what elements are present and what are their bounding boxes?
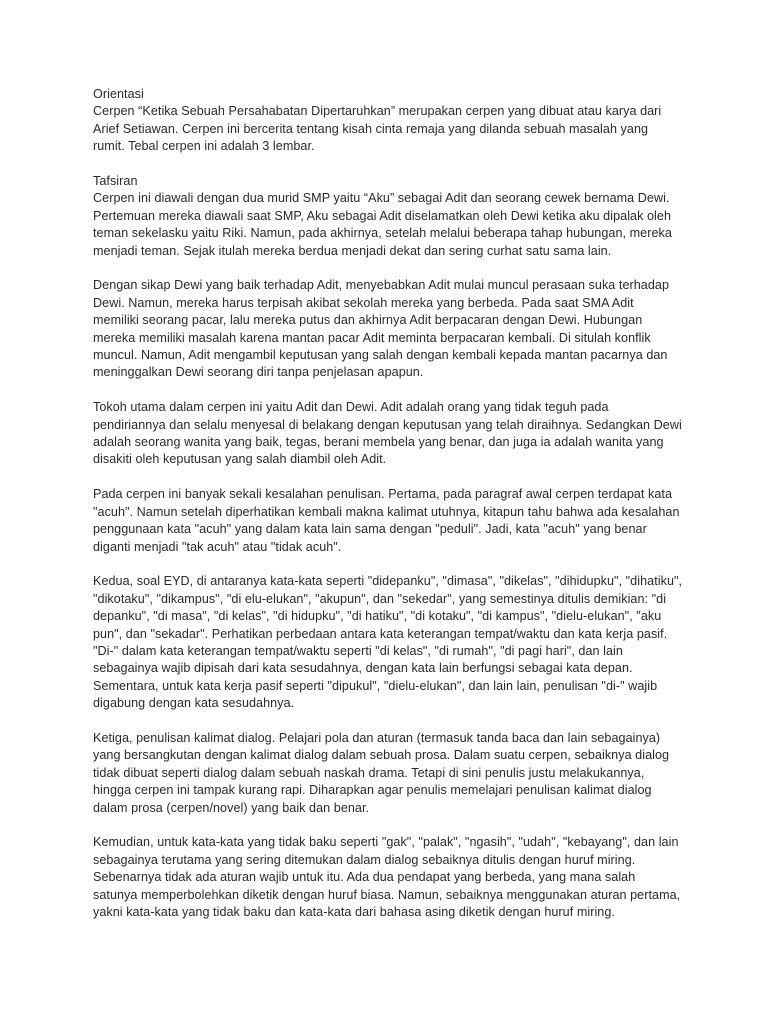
paragraph-tafsiran: Cerpen ini diawali dengan dua murid SMP yaitu “Aku” sebagai Adit dan seorang cewek bernama Dewi. Pertemuan mereka diawali saat SMP, Aku sebagai Adit diselamatkan oleh Dewi ketika aku dipalak oleh teman sekelasku yaitu Riki. Namun, pada akhirnya, setelah melalui beberapa tahap hubungan, mereka menjadi teman. Sejak itulah mereka berdua menjadi dekat dan sering curhat satu sama lain. [93,191,672,258]
heading-orientasi: Orientasi [93,87,144,101]
paragraph-orientasi: Cerpen “Ketika Sebuah Persahabatan Dipertaruhkan” merupakan cerpen yang dibuat atau karya dari Arief Setiawan. Cerpen ini bercerita tentang kisah cinta remaja yang dilanda sebuah masalah yang rumit. Tebal cerpen ini adalah 3 lembar. [93,104,662,154]
section-orientasi [93,86,683,156]
section-tafsiran [93,173,683,260]
paragraph-kesalahan-acuh: Pada cerpen ini banyak sekali kesalahan penulisan. Pertama, pada paragraf awal cerpen terdapat kata "acuh". Namun setelah diperhatikan kembali makna kalimat utuhnya, kitapun tahu bahwa ada kesalahan penggunaan kata "acuh" yang dalam kata lain sama dengan "peduli". Jadi, kata "acuh" yang benar diganti menjadi "tak acuh" atau "tidak acuh". [93,487,680,554]
paragraph-kata-tidak-baku: Kemudian, untuk kata-kata yang tidak baku seperti "gak", "palak", "ngasih", "udah", "kebayang", dan lain sebagainya terutama yang sering ditemukan dalam dialog sebaiknya ditulis dengan huruf miring. Sebenarnya tidak ada aturan wajib untuk itu. Ada dua pendapat yang berbeda, yang mana salah satunya memperbolehkan diketik dengan huruf biasa. Namun, sebaiknya menggunakan aturan pertama, yakni kata-kata yang tidak baku dan kata-kata dari bahasa asing diketik dengan huruf miring. [93,835,681,919]
paragraph-sikap-dewi: Dengan sikap Dewi yang baik terhadap Adit, menyebabkan Adit mulai muncul perasaan suka terhadap Dewi. Namun, mereka harus terpisah akibat sekolah mereka yang berbeda. Pada saat SMA Adit memiliki seorang pacar, lalu mereka putus dan akhirnya Adit berpacaran dengan Dewi. Hubungan mereka memiliki masalah karena mantan pacar Adit meminta berpacaran kembali. Di situlah konflik muncul. Namun, Adit mengambil keputusan yang salah dengan kembali kepada mantan pacarnya dan meninggalkan Dewi seorang diri tanpa penjelasan apapun. [93,278,670,380]
document-page [93,86,683,939]
paragraph-eyd: Kedua, soal EYD, di antaranya kata-kata seperti "didepanku", "dimasa", "dikelas", "dihidupku", "dihatiku", "dikotaku", "dikampus", "di elu-elukan", "akupun", dan "sekedar", yang semestinya ditulis demikian: "di depanku", "di masa", "di kelas", "di hidupku", "di hatiku", "di kotaku", "di kampus", "dielu-elukan", "aku pun", dan "sekadar". Perhatikan perbedaan antara kata keterangan tempat/waktu dan kata kerja pasif. "Di-" dalam kata keterangan tempat/waktu seperti "di kelas", "di rumah", "di pagi hari", dan lain sebagainya wajib dipisah dari kata sesudahnya, dengan kata lain berfungsi sebagai kata depan. Sementara, untuk kata kerja pasif seperti "dipukul", "dielu-elukan", dan lain lain, penulisan "di-" wajib digabung dengan kata sesudahnya. [93,574,683,711]
paragraph-dialog: Ketiga, penulisan kalimat dialog. Pelajari pola dan aturan (termasuk tanda baca dan lain sebagainya) yang bersangkutan dengan kalimat dialog dalam sebuah prosa. Dalam suatu cerpen, sebaiknya dialog tidak dibuat seperti dialog dalam sebuah naskah drama. Tetapi di sini penulis justu melakukannya, hingga cerpen ini tampak kurang rapi. Diharapkan agar penulis memelajari penulisan kalimat dialog dalam prosa (cerpen/novel) yang baik dan benar. [93,730,670,815]
paragraph-tokoh-utama: Tokoh utama dalam cerpen ini yaitu Adit dan Dewi. Adit adalah orang yang tidak teguh pada pendiriannya dan selalu menyesal di belakang dengan keputusan yang telah diraihnya. Sedangkan Dewi adalah seorang wanita yang baik, tegas, berani membela yang benar, dan juga ia adalah wanita yang disakiti oleh keputusan yang salah diambil oleh Adit. [93,400,682,467]
heading-tafsiran: Tafsiran [93,174,138,189]
